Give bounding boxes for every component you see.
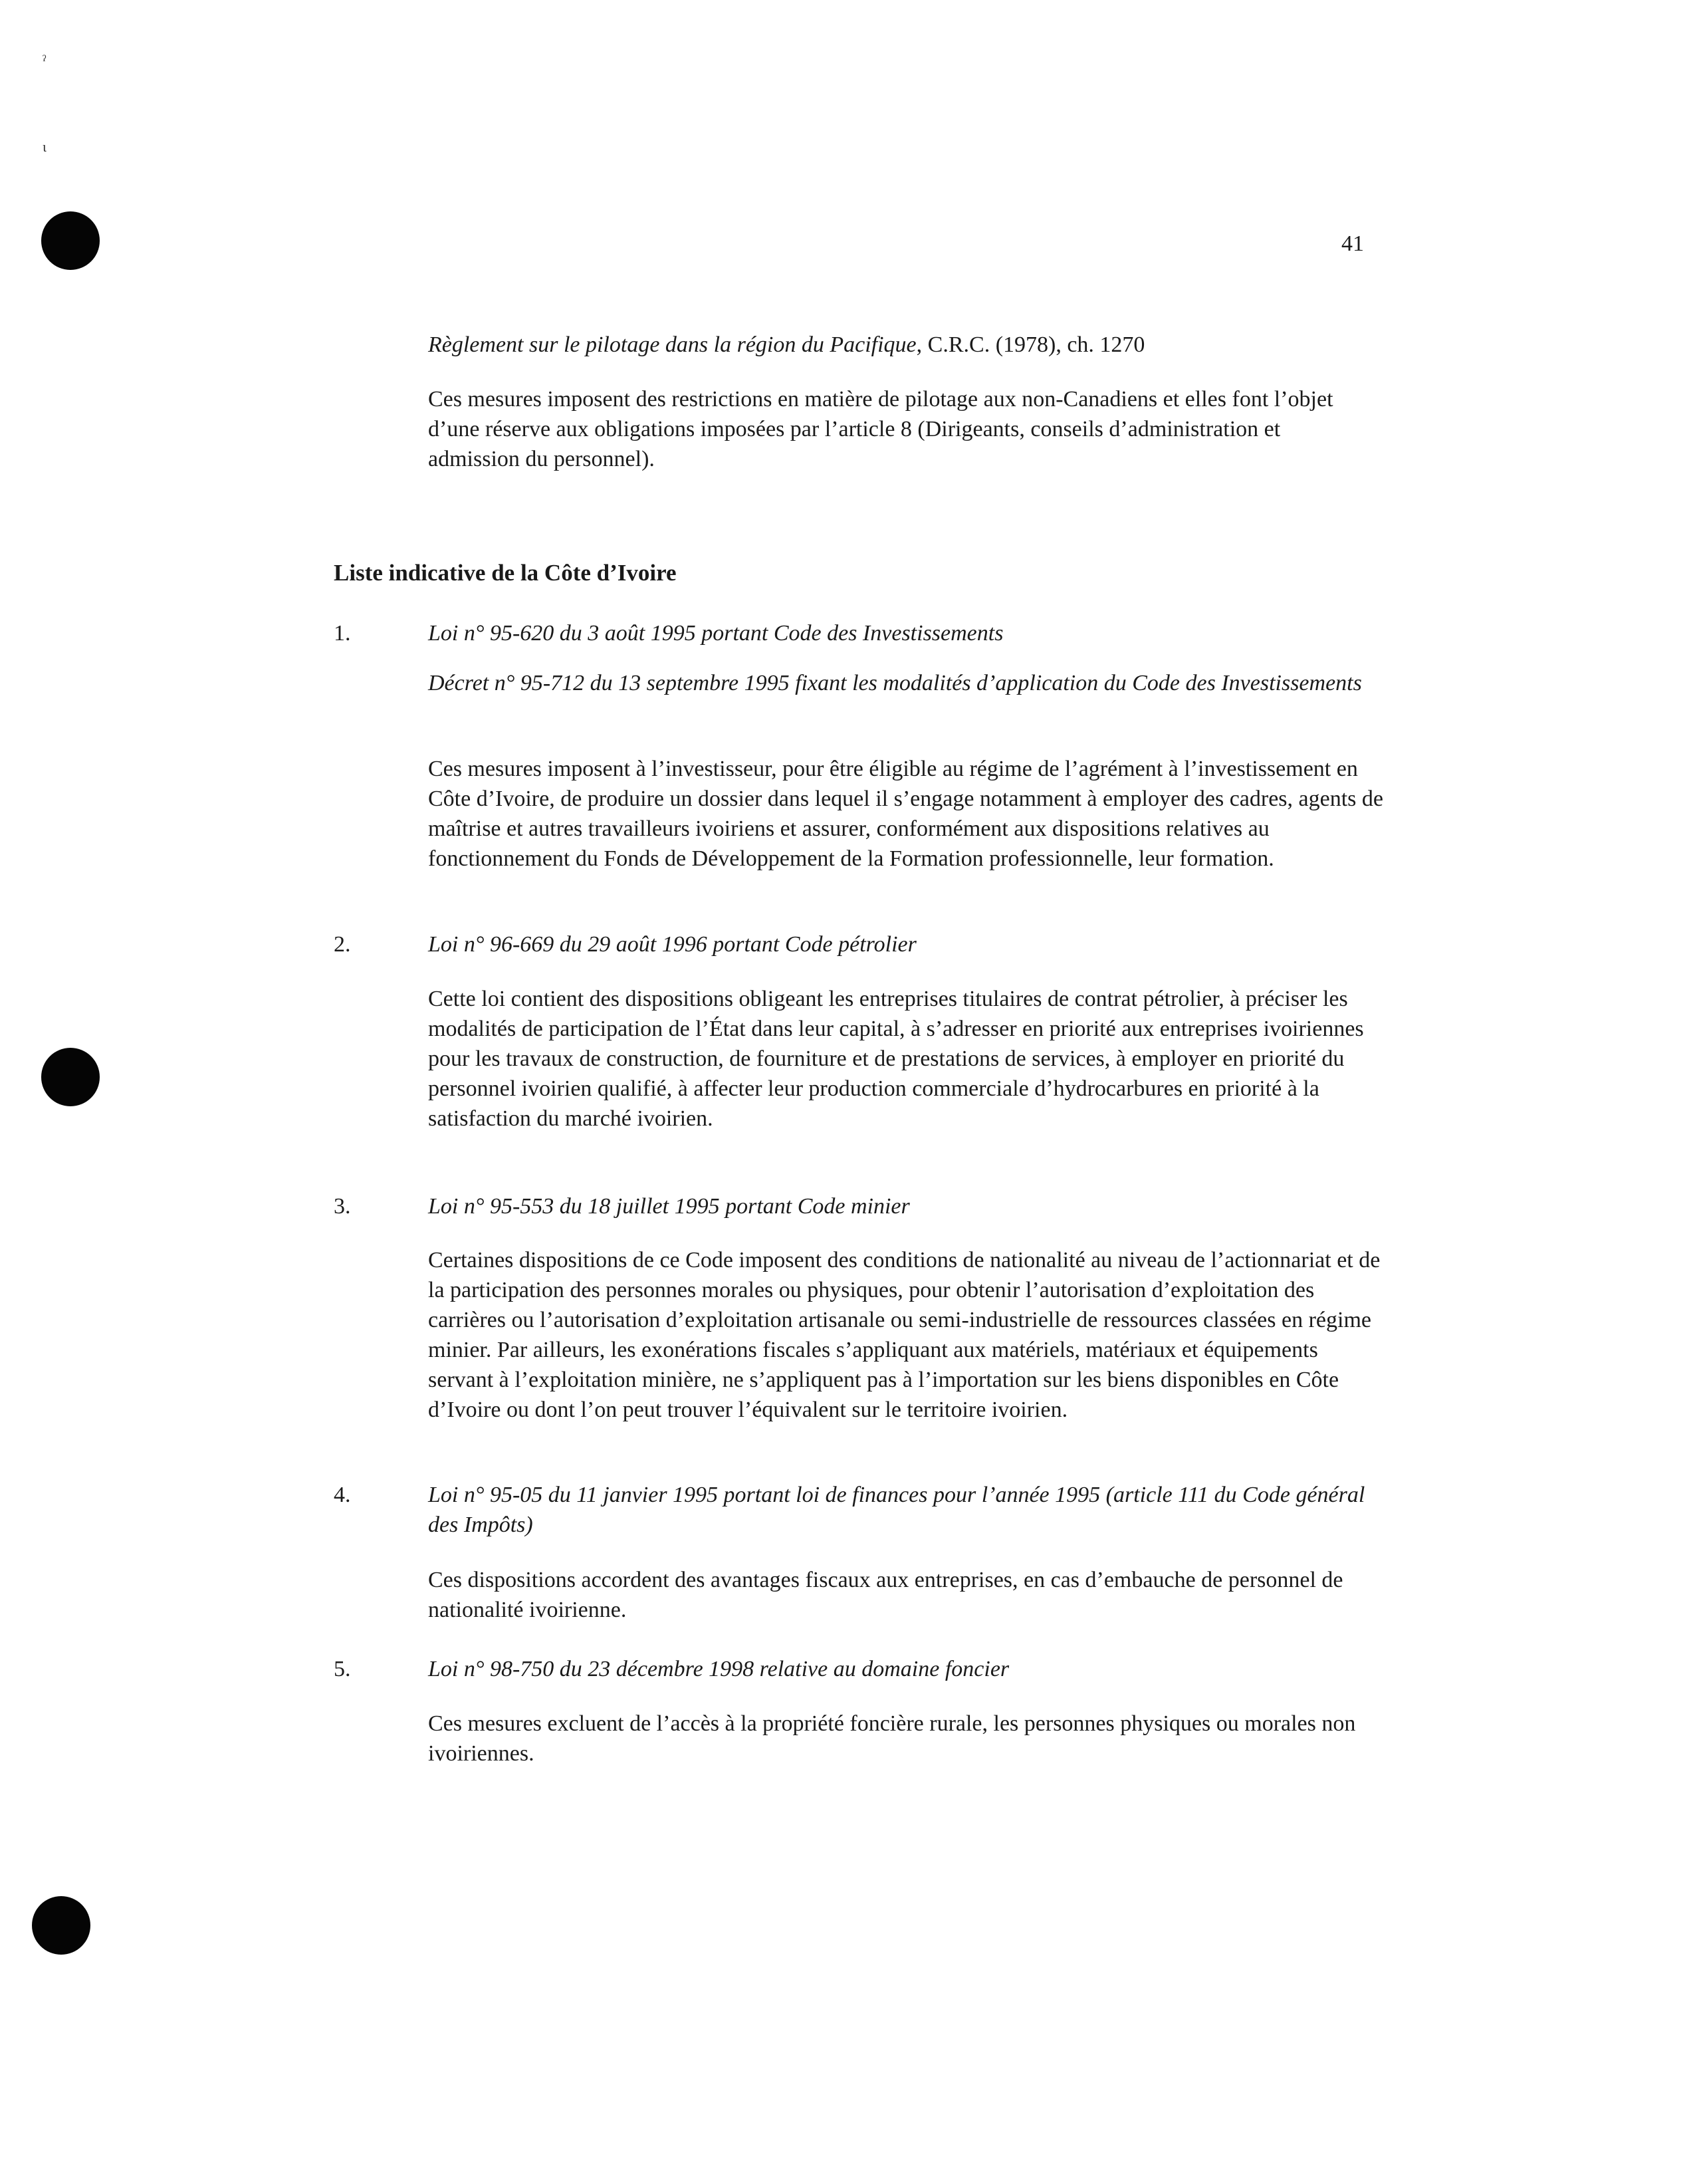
item-law-title: Loi n° 95-553 du 18 juillet 1995 portant Code minier bbox=[428, 1194, 910, 1219]
punch-hole-top bbox=[41, 211, 100, 270]
item-decree-title: Décret n° 95-712 du 13 septembre 1995 fixant les modalités d’application du Code des Investissements bbox=[428, 671, 1362, 695]
item-description: Cette loi contient des dispositions obligeant les entreprises titulaires de contrat pétrolier, à préciser les modalités de participation de l’État dans leur capital, à s’adresser en priorité aux entreprises ivoiriennes pour les travaux de construction, de fourniture et de prestations de services, à employer en priorité du personnel ivoirien qualifié, à affecter leur production commerciale d’hydrocarbures en priorité à la satisfaction du marché ivoirien. bbox=[428, 987, 1364, 1131]
item-number: 5. bbox=[334, 1657, 351, 1681]
item-description: Ces mesures imposent à l’investisseur, pour être éligible au régime de l’agrément à l’investissement en Côte d’Ivoire, de produire un dossier dans lequel il s’engage notamment à employer des cadres, agents de maîtrise et autres travailleurs ivoiriens et assurer, conformément aux dispositions relatives au fonctionnement du Fonds de Développement de la Formation professionnelle, leur formation. bbox=[428, 757, 1383, 871]
scan-speck: ˀ bbox=[43, 52, 47, 68]
regulation-title: Règlement sur le pilotage dans la région du Pacifique bbox=[428, 332, 917, 357]
regulation-description: Ces mesures imposent des restrictions en matière de pilotage aux non-Canadiens et elles font l’objet d’une réserve aux obligations imposées par l’article 8 (Dirigeants, conseils d’administration et admission du personnel). bbox=[428, 387, 1333, 471]
item-law-title: Loi n° 96-669 du 29 août 1996 portant Code pétrolier bbox=[428, 932, 917, 957]
item-law-title: Loi n° 98-750 du 23 décembre 1998 relative au domaine foncier bbox=[428, 1657, 1010, 1681]
regulation-citation: , C.R.C. (1978), ch. 1270 bbox=[916, 332, 1145, 357]
item-law-title: Loi n° 95-05 du 11 janvier 1995 portant loi de finances pour l’année 1995 (article 111 du Code général des Impôts) bbox=[428, 1483, 1365, 1537]
regulation-reference bbox=[428, 330, 1372, 360]
item-number: 1. bbox=[334, 621, 351, 646]
punch-hole-bottom bbox=[32, 1896, 90, 1955]
scan-speck: ι bbox=[43, 138, 47, 155]
item-law-title: Loi n° 95-620 du 3 août 1995 portant Code des Investissements bbox=[428, 621, 1004, 646]
item-description: Ces mesures excluent de l’accès à la propriété foncière rurale, les personnes physiques ou morales non ivoiriennes. bbox=[428, 1711, 1356, 1766]
item-number: 2. bbox=[334, 932, 351, 957]
item-number: 4. bbox=[334, 1483, 351, 1507]
list-title: Liste indicative de la Côte d’Ivoire bbox=[334, 560, 677, 586]
page-number: 41 bbox=[1341, 231, 1364, 256]
item-description: Certaines dispositions de ce Code imposent des conditions de nationalité au niveau de l’actionnariat et de la participation des personnes morales ou physiques, pour obtenir l’autorisation d’exploitation des carrières ou l’autorisation d’exploitation artisanale ou semi-industrielle de ressources classées en régime minier. Par ailleurs, les exonérations fiscales s’appliquant aux matériels, matériaux et équipements servant à l’exploitation minière, ne s’appliquent pas à l’importation sur les biens disponibles en Côte d’Ivoire ou dont l’on peut trouver l’équivalent sur le territoire ivoirien. bbox=[428, 1248, 1381, 1422]
item-number: 3. bbox=[334, 1194, 351, 1219]
punch-hole-middle bbox=[41, 1048, 100, 1106]
item-description: Ces dispositions accordent des avantages fiscaux aux entreprises, en cas d’embauche de personnel de nationalité ivoirienne. bbox=[428, 1568, 1343, 1622]
